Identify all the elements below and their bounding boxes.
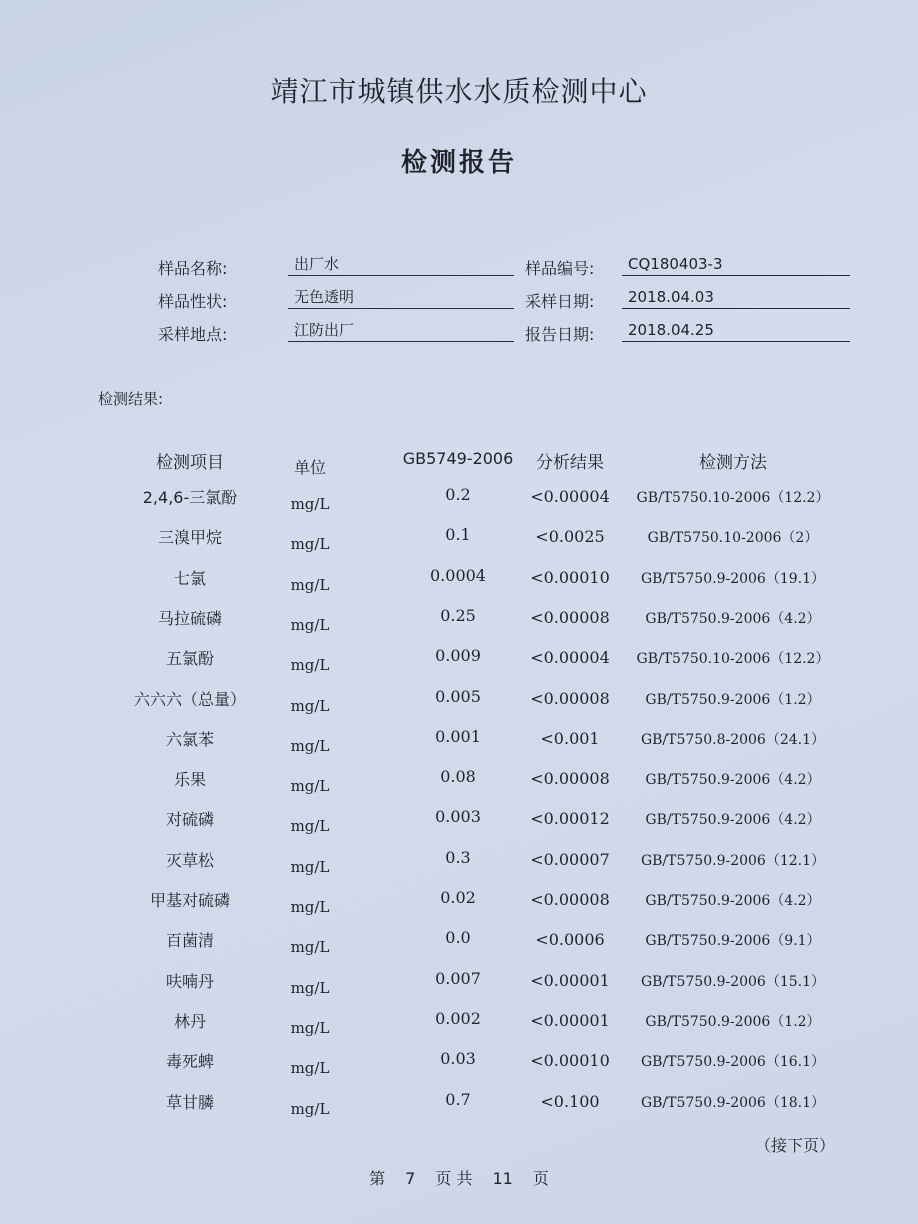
cell-unit: mg/L	[290, 1099, 330, 1118]
cell-standard: 0.3	[445, 847, 471, 867]
header-result: 分析结果	[536, 453, 604, 473]
report-date-label: 报告日期:	[525, 325, 595, 344]
cell-item: 毒死蜱	[165, 1052, 214, 1072]
header-method: 检测方法	[699, 453, 767, 473]
cell-method: GB/T5750.10-2006（12.2）	[636, 490, 830, 506]
organization-title: 靖江市城镇供水水质检测中心	[270, 75, 648, 108]
header-unit: 单位	[293, 458, 326, 477]
sample-no-value: CQ180403-3	[622, 253, 850, 276]
cell-standard: 0.002	[435, 1008, 481, 1028]
cell-unit: mg/L	[290, 898, 330, 916]
page-total: 11	[492, 1169, 513, 1188]
cell-result: <0.00010	[530, 567, 610, 587]
page-suffix: 页	[532, 1169, 549, 1188]
cell-standard: 0.009	[435, 646, 481, 666]
cell-unit: mg/L	[290, 696, 330, 715]
cell-standard: 0.0	[445, 928, 471, 948]
sampling-site-label: 采样地点:	[158, 325, 228, 344]
cell-method: GB/T5750.9-2006（15.1）	[640, 973, 826, 990]
cell-method: GB/T5750.9-2006（16.1）	[640, 1054, 826, 1071]
cell-method: GB/T5750.10-2006（12.2）	[636, 651, 830, 668]
cell-item: 六六六（总量）	[133, 689, 246, 709]
page-prefix: 第	[369, 1169, 386, 1188]
cell-item: 呋喃丹	[165, 971, 214, 991]
cell-unit: mg/L	[290, 495, 330, 513]
cell-item: 草甘膦	[165, 1092, 214, 1112]
cell-result: <0.001	[540, 728, 600, 748]
sample-name-label: 样品名称:	[158, 259, 228, 278]
page-footer	[0, 1166, 918, 1189]
cell-result: <0.00004	[530, 487, 610, 506]
continued-note: （接下页）	[755, 1136, 836, 1155]
results-label: 检测结果:	[98, 390, 164, 408]
cell-unit: mg/L	[290, 777, 330, 796]
cell-method: GB/T5750.9-2006（9.1）	[645, 933, 821, 950]
cell-unit: mg/L	[290, 615, 330, 634]
cell-unit: mg/L	[290, 1018, 330, 1037]
cell-result: <0.00001	[530, 1010, 610, 1030]
cell-unit: mg/L	[290, 978, 330, 997]
header-item: 检测项目	[156, 453, 224, 473]
sampling-date-label: 采样日期:	[525, 292, 595, 311]
cell-unit: mg/L	[290, 535, 330, 554]
cell-standard: 0.02	[440, 888, 476, 907]
sample-state-value: 无色透明	[288, 286, 514, 309]
cell-unit: mg/L	[290, 817, 330, 836]
cell-result: <0.00008	[530, 688, 610, 708]
cell-standard: 0.001	[435, 726, 481, 746]
cell-standard: 0.003	[435, 807, 481, 827]
cell-unit: mg/L	[290, 1059, 330, 1078]
cell-standard: 0.25	[440, 605, 476, 625]
cell-item: 甲基对硫磷	[149, 891, 230, 910]
sample-state-label: 样品性状:	[158, 292, 228, 311]
cell-unit: mg/L	[290, 656, 330, 675]
cell-unit: mg/L	[290, 938, 330, 957]
cell-method: GB/T5750.8-2006（24.1）	[640, 731, 826, 748]
cell-item: 乐果	[173, 770, 206, 790]
page-current: 7	[405, 1169, 416, 1188]
cell-result: <0.100	[540, 1091, 600, 1111]
cell-method: GB/T5750.9-2006（19.1）	[640, 570, 826, 587]
cell-item: 林丹	[173, 1011, 206, 1031]
cell-method: GB/T5750.9-2006（1.2）	[645, 1013, 821, 1030]
cell-result: <0.00008	[530, 607, 610, 627]
cell-standard: 0.03	[440, 1049, 476, 1069]
sample-no-label: 样品编号:	[525, 259, 595, 278]
cell-result: <0.00012	[530, 809, 610, 829]
cell-method: GB/T5750.9-2006（4.2）	[645, 772, 821, 789]
cell-standard: 0.005	[435, 686, 481, 706]
report-date-value: 2018.04.25	[622, 319, 850, 342]
cell-method: GB/T5750.9-2006（4.2）	[645, 893, 821, 909]
cell-item: 三溴甲烷	[157, 528, 222, 548]
cell-result: <0.00007	[530, 849, 610, 869]
cell-method: GB/T5750.9-2006（1.2）	[645, 691, 821, 708]
cell-unit: mg/L	[290, 736, 330, 755]
cell-standard: 0.1	[445, 525, 471, 545]
cell-method: GB/T5750.9-2006（4.2）	[645, 610, 821, 627]
cell-method: GB/T5750.9-2006（18.1）	[640, 1094, 826, 1111]
cell-result: <0.00008	[530, 890, 610, 909]
cell-standard: 0.7	[445, 1089, 471, 1109]
cell-item: 马拉硫磷	[157, 608, 222, 628]
cell-item: 七氯	[173, 568, 206, 588]
cell-result: <0.00001	[530, 970, 610, 990]
cell-result: <0.0006	[535, 930, 605, 950]
cell-method: GB/T5750.10-2006（2）	[647, 530, 819, 547]
cell-standard: 0.007	[435, 968, 481, 988]
cell-result: <0.00004	[530, 648, 610, 668]
page-mid: 页 共	[435, 1169, 473, 1188]
cell-unit: mg/L	[290, 857, 330, 876]
cell-standard: 0.2	[445, 485, 471, 504]
cell-method: GB/T5750.9-2006（12.1）	[640, 852, 826, 869]
cell-result: <0.0025	[535, 527, 605, 547]
cell-item: 六氯苯	[165, 729, 214, 749]
sample-name-value: 出厂水	[288, 253, 514, 276]
cell-item: 百菌清	[165, 931, 214, 951]
cell-result: <0.00008	[530, 769, 610, 789]
header-standard: GB5749-2006	[402, 449, 514, 468]
cell-item: 五氯酚	[165, 649, 214, 669]
report-title: 检测报告	[400, 148, 517, 178]
sampling-date-value: 2018.04.03	[622, 286, 850, 309]
cell-item: 灭草松	[165, 850, 214, 870]
cell-result: <0.00010	[530, 1051, 610, 1071]
cell-standard: 0.08	[440, 767, 476, 787]
cell-standard: 0.0004	[430, 565, 486, 585]
cell-item: 对硫磷	[165, 810, 214, 830]
cell-unit: mg/L	[290, 575, 330, 594]
sampling-site-value: 江防出厂	[288, 319, 514, 342]
cell-method: GB/T5750.9-2006（4.2）	[645, 812, 821, 829]
cell-item: 2,4,6-三氯酚	[142, 488, 238, 507]
